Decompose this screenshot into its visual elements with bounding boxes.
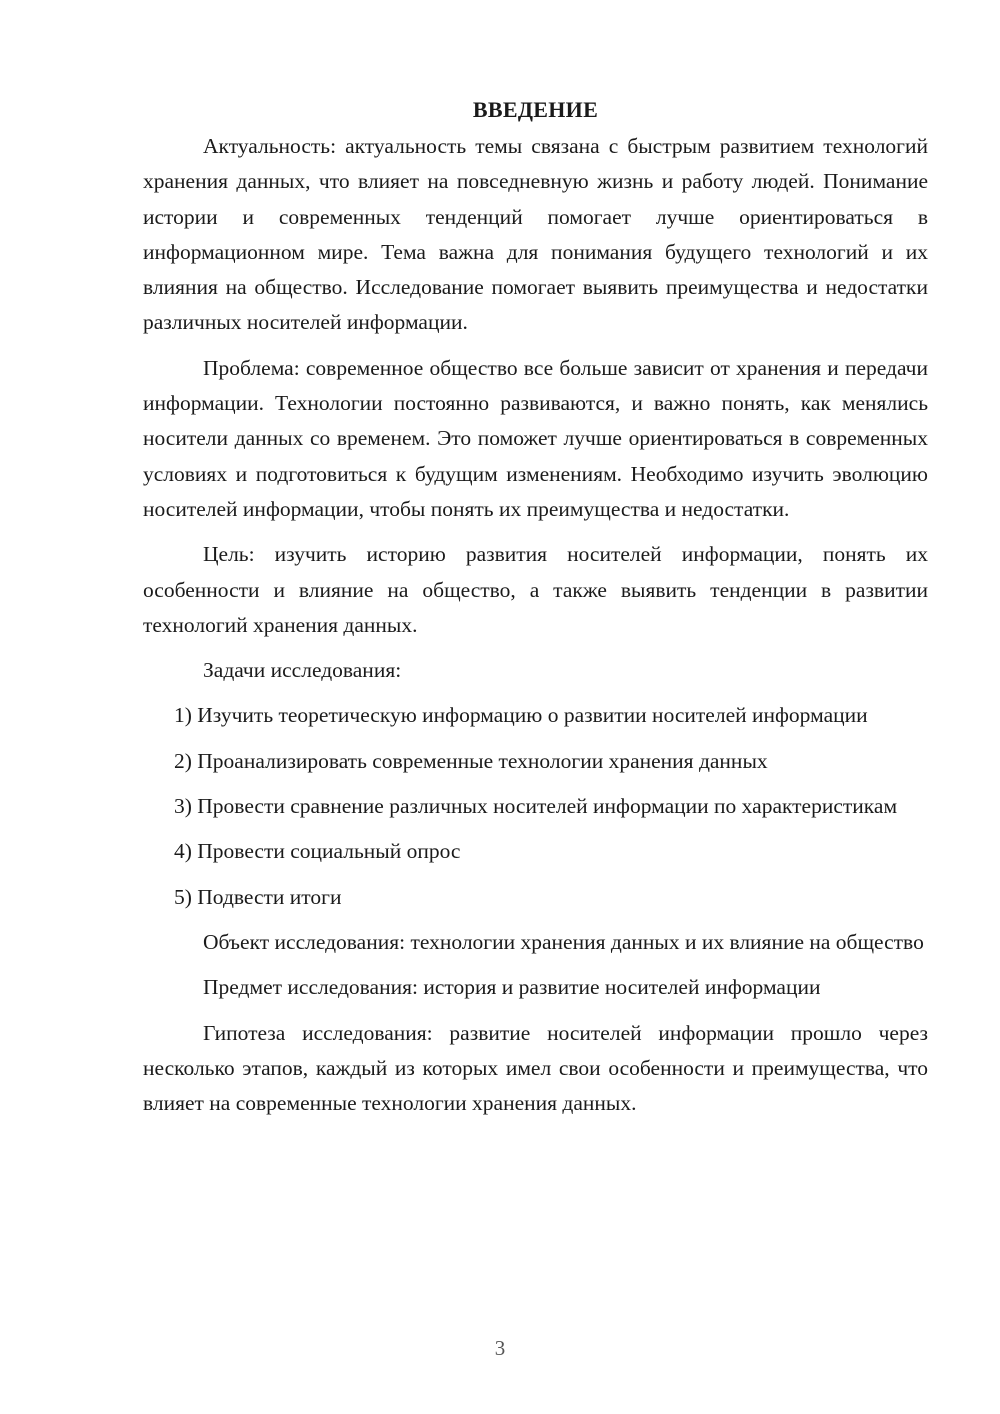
task-item-5: 5) Подвести итоги — [174, 884, 342, 909]
spacer — [143, 688, 928, 698]
spacer — [143, 960, 928, 970]
tasks-heading: Задачи исследования: — [203, 658, 402, 683]
spacer — [143, 527, 928, 537]
section-title: ВВЕДЕНИЕ — [472, 97, 599, 122]
task-item-1: 1) Изучить теоретическую информацию о развитии носителей информации — [174, 703, 868, 728]
paragraph-subject: Предмет исследования: история и развитие носителей информации — [203, 975, 821, 1000]
paragraph-relevance: Актуальность: актуальность темы связана с быстрым развитием технологий хранения данных, что влияет на повседневную жизнь и работу людей. Понимание истории и современных тенденций помогает лучше ориентироваться в информационном мире. Тема важна для понимания будущего технологий и их влияния на общество. Исследование помогает выявить преимущества и недостатки различных носителей информации. — [143, 134, 928, 335]
paragraph-goal: Цель: изучить историю развития носителей информации, понять их особенности и влияние на общество, а также выявить тенденции в развитии технологий хранения данных. — [143, 542, 928, 637]
paragraph-hypothesis: Гипотеза исследования: развитие носителей информации прошло через несколько этапов, каждый из которых имел свои особенности и преимущества, что влияет на современные технологии хранения данных. — [143, 1020, 928, 1116]
task-item-3: 3) Провести сравнение различных носителей информации по характеристикам — [174, 794, 898, 819]
spacer — [143, 824, 928, 834]
spacer — [143, 643, 928, 653]
page-number: 3 — [494, 1336, 506, 1360]
document-page — [143, 95, 928, 1121]
task-item-4: 4) Провести социальный опрос — [174, 839, 461, 864]
spacer — [143, 915, 928, 925]
spacer — [143, 341, 928, 351]
paragraph-object: Объект исследования: технологии хранения данных и их влияние на общество — [203, 929, 924, 954]
paragraph-problem: Проблема: современное общество все больше зависит от хранения и передачи информации. Технологии постоянно развиваются, и важно понять, как менялись носители данных со временем. Это поможет лучше ориентироваться в современных условиях и подготовиться к будущим изменениям. Необходимо изучить эволюцию носителей информации, чтобы понять их преимущества и недостатки. — [143, 355, 928, 521]
spacer — [143, 870, 928, 880]
spacer — [143, 1006, 928, 1016]
spacer — [143, 779, 928, 789]
spacer — [143, 734, 928, 744]
task-item-2: 2) Проанализировать современные технологии хранения данных — [174, 748, 768, 773]
